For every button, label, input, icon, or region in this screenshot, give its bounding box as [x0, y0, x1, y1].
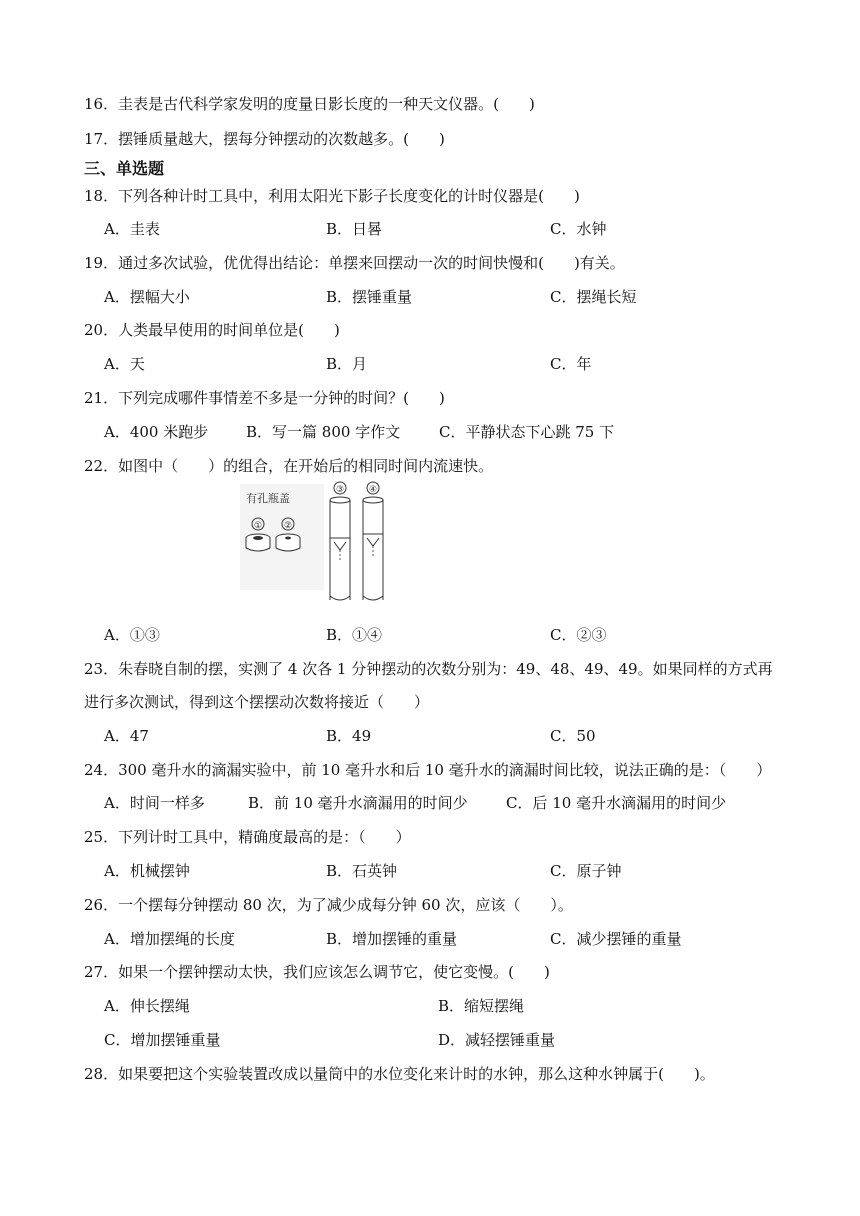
figure-label-2: ② — [283, 521, 293, 531]
question-21-stem: 21．下列完成哪件事情差不多是一分钟的时间？( ) — [84, 389, 445, 407]
question-23-stem-line-1: 23．朱春晓自制的摆，实测了 4 次各 1 分钟摆动的次数分别为：49、48、49、49。如果同样的方式再 — [84, 660, 773, 678]
question-26-stem: 26．一个摆每分钟摆动 80 次，为了减少成每分钟 60 次，应该（ ）。 — [84, 896, 573, 914]
question-25-option-b: B．石英钟 — [326, 862, 398, 880]
question-18-option-a: A．圭表 — [104, 220, 160, 238]
question-23-option-b: B．49 — [326, 727, 372, 745]
question-18-stem: 18．下列各种计时工具中，利用太阳光下影子长度变化的计时仪器是( ) — [84, 187, 580, 205]
question-24-option-b: B．前 10 毫升水滴漏用的时间少 — [248, 794, 468, 812]
question-25-stem: 25．下列计时工具中，精确度最高的是：（ ） — [84, 828, 411, 846]
question-18-option-c: C．水钟 — [550, 220, 607, 238]
question-27-option-d: D．减轻摆锤重量 — [438, 1031, 556, 1049]
question-18-option-b: B．日晷 — [326, 220, 383, 238]
question-25-option-a: A．机械摆钟 — [104, 862, 190, 880]
question-22-option-b: B．①④ — [326, 626, 383, 644]
question-26-option-b: B．增加摆锤的重量 — [326, 930, 458, 948]
question-16: 16．圭表是古代科学家发明的度量日影长度的一种天文仪器。( ) — [84, 95, 535, 113]
question-23-stem-line-2: 进行多次测试，得到这个摆摆动次数将接近（ ） — [84, 693, 430, 711]
question-19-option-a: A．摆幅大小 — [104, 288, 190, 306]
section-heading: 三、单选题 — [84, 159, 165, 178]
question-23-option-c: C．50 — [550, 727, 596, 745]
question-27-option-b: B．缩短摆绳 — [438, 997, 525, 1015]
question-22-stem: 22．如图中（ ）的组合，在开始后的相同时间内流速快。 — [84, 457, 494, 475]
question-21-option-c: C．平静状态下心跳 75 下 — [439, 423, 615, 441]
water-clock-figure — [238, 478, 394, 606]
question-27-option-c: C．增加摆锤重量 — [104, 1031, 221, 1049]
figure-label-1: ① — [253, 521, 263, 531]
question-26-option-a: A．增加摆绳的长度 — [104, 930, 235, 948]
question-17: 17．摆锤质量越大，摆每分钟摆动的次数越多。( ) — [84, 130, 445, 148]
question-24-option-a: A．时间一样多 — [104, 794, 205, 812]
question-19-option-b: B．摆锤重量 — [326, 288, 413, 306]
water-clock-illustration — [238, 478, 394, 606]
question-22-option-a: A．①③ — [104, 626, 160, 644]
question-23-option-a: A．47 — [104, 727, 149, 745]
figure-label-4: ④ — [368, 485, 378, 495]
question-27-option-a: A．伸长摆绳 — [104, 997, 190, 1015]
question-26-option-c: C．减少摆锤的重量 — [550, 930, 682, 948]
question-20-option-a: A．天 — [104, 355, 145, 373]
figure-label-3: ③ — [335, 485, 345, 495]
question-28-stem: 28．如果要把这个实验装置改成以量筒中的水位变化来计时的水钟，那么这种水钟属于( )。 — [84, 1065, 715, 1083]
question-24-stem: 24．300 毫升水的滴漏实验中，前 10 毫升水和后 10 毫升水的滴漏时间比较，说法正确的是：（ ） — [84, 761, 772, 779]
question-19-option-c: C．摆绳长短 — [550, 288, 637, 306]
question-20-option-b: B．月 — [326, 355, 368, 373]
figure-caption: 有孔瓶盖 — [246, 492, 290, 505]
question-24-option-c: C．后 10 毫升水滴漏用的时间少 — [506, 794, 727, 812]
question-22-option-c: C．②③ — [550, 626, 607, 644]
question-19-stem: 19．通过多次试验，优优得出结论：单摆来回摆动一次的时间快慢和( )有关。 — [84, 254, 625, 272]
question-20-option-c: C．年 — [550, 355, 592, 373]
question-25-option-c: C．原子钟 — [550, 862, 622, 880]
question-20-stem: 20．人类最早使用的时间单位是( ) — [84, 321, 340, 339]
question-21-option-a: A．400 米跑步 — [104, 423, 209, 441]
question-21-option-b: B．写一篇 800 字作文 — [246, 423, 401, 441]
question-27-stem: 27．如果一个摆钟摆动太快，我们应该怎么调节它，使它变慢。( ) — [84, 963, 550, 981]
